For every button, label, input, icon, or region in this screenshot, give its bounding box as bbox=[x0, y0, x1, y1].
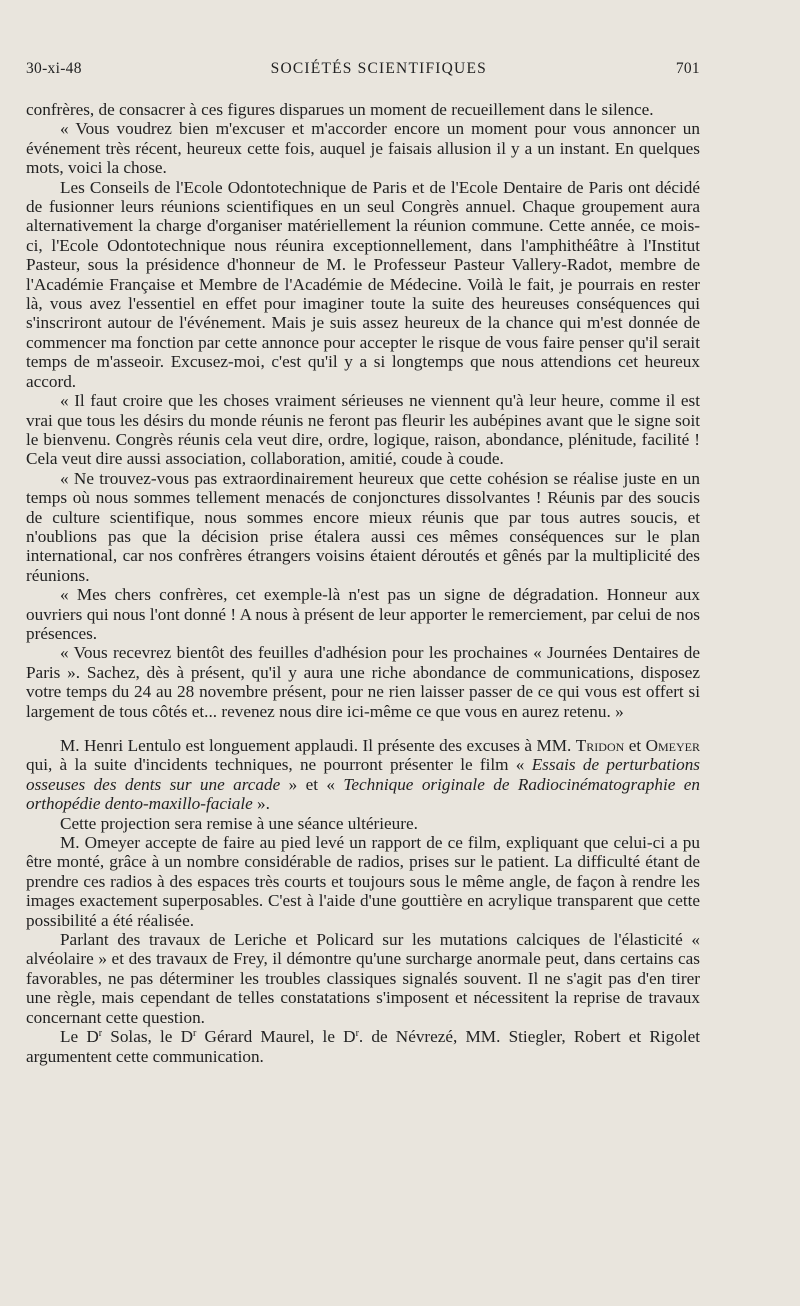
paragraph-congress-merger: Les Conseils de l'Ecole Odontotechnique de Paris et de l'Ecole Dentaire de Paris ont décidé de fusionner leurs réunions scientifiques en un seul Congrès annuel. Chaque groupement aura alternativement la charge d'organiser matériellement la réunion commune. Cette année, ce mois-ci, l'Ecole Odontotechnique nous réunira exceptionnellement, dans l'amphithéâtre à l'Institut Pasteur, sous la présidence d'honneur de M. le Professeur Pasteur Vallery-Radot, membre de l'Académie Française et Membre de l'Académie de Médecine. Voilà le fait, je pourrais en rester là, vous avez l'essentiel en effet pour imaginer toute la suite des heureuses conséquences qui s'inscriront autour de l'événement. Mais je suis assez heureux de la chance qui m'est donnée de commencer ma fonction par cette annonce pour accepter le risque de vous faire penser qu'il serait temps de m'asseoir. Excusez-moi, c'est qu'il y a si longtemps que nous attendions cet heureux accord. bbox=[26, 177, 700, 391]
paragraph-omeyer-report: M. Omeyer accepte de faire au pied levé un rapport de ce film, expliquant que celui-ci a pu être monté, grâce à un nombre considérable de radios, prises sur le patient. La difficulté étant de prendre ces radios à des espaces très courts et toujours sous le même angle, de façon à rendre les images exactement superposables. C'est à l'aide d'une gouttière en acrylique transparent que cette possibilité a été réalisée. bbox=[26, 833, 700, 930]
film-title-2: Technique originale de Radiocinématographie en orthopédie dento-maxillo-faciale bbox=[26, 774, 700, 814]
paragraph-continuation: confrères, de consacrer à ces figures disparues un moment de recueillement dans le silence. bbox=[26, 100, 654, 119]
paragraph-journees-dentaires: « Vous recevrez bientôt des feuilles d'adhésion pour les prochaines « Journées Dentaires de Paris ». Sachez, dès à présent, qu'il y aura une riche abondance de communications, disposez votre temps du 24 au 28 novembre présent, pour ne rien laisser passer de ce qui vous est offert si largement de tous côtés et... revenez nous dire ici-même ce que vous en aurez retenu. » bbox=[26, 643, 700, 721]
name-tridon: Tridon bbox=[575, 736, 625, 755]
header-date: 30-xi-48 bbox=[26, 60, 82, 77]
paragraph-cohesion: « Ne trouvez-vous pas extraordinairement heureux que cette cohésion se réalise juste en un temps où nous sommes tellement menacés de conjonctures dissolvantes ! Réunis par des soucis de culture scientifique, nous sommes encore mieux réunis que par tous autres soucis, et n'oublions pas que la décision prise étalera aussi ces mêmes conséquences sur le plan international, car nos confrères étrangers voisins étaient déroutés et gênés par la multiplicité des réunions. bbox=[26, 468, 700, 585]
body-text bbox=[26, 100, 700, 1066]
paragraph-projection-postponed: Cette projection sera remise à une séance ultérieure. bbox=[60, 813, 418, 833]
name-omeyer: Omeyer bbox=[645, 736, 700, 755]
paragraph-serious-things: « Il faut croire que les choses vraiment sérieuses ne viennent qu'à leur heure, comme il est vrai que tous les désirs du monde réunis ne feront pas fleurir les aubépines avant que le signe soit le bienvenu. Congrès réunis cela veut dire, ordre, logique, raison, abondance, plénitude, facilité ! Cela veut dire aussi association, collaboration, amitié, coude à coude. bbox=[26, 391, 700, 469]
paragraph-thanks: « Mes chers confrères, cet exemple-là n'est pas un signe de dégradation. Honneur aux ouvriers qui nous l'ont donné ! A nous à présent de leur apporter le remerciement, par celui de nos présences. bbox=[26, 585, 700, 643]
page-number: 701 bbox=[675, 60, 700, 77]
paragraph-lentulo-applause: M. Henri Lentulo est longuement applaudi. Il présente des excuses à MM. Tridon et Omeyer qui, à la suite d'incidents techniques, ne pourront présenter le film « Essais de perturbations osseuses des dents sur une arcade » et « Technique originale de Radiocinématographie en orthopédie dento-maxillo-faciale ». bbox=[26, 736, 700, 814]
paragraph-discussants: Le $D^r$ Solas, le $D^r$ Gérard Maurel, le $D^r$. de Névrezé, MM. Stiegler, Robert et Rigolet argumentent cette communication. bbox=[26, 1027, 700, 1066]
film-title-1: Essais de perturbations osseuses des dents sur une arcade bbox=[26, 755, 700, 794]
paragraph-leriche-policard: Parlant des travaux de Leriche et Policard sur les mutations calciques de l'élasticité « alvéolaire » et des travaux de Frey, il démontre qu'une surcharge anormale peut, dans certains cas favorables, ne pas déterminer les troubles classiques signalés souvent. Il ne s'agit pas d'en tirer une règle, mais cependant de telles constatations s'imposent et nécessitent la reprise de travaux concernant cette question. bbox=[26, 930, 700, 1027]
header-title: SOCIÉTÉS SCIENTIFIQUES bbox=[270, 60, 487, 77]
paragraph-announcement-intro: « Vous voudrez bien m'excuser et m'accorder encore un moment pour vous annoncer un événement très récent, heureux cette fois, auquel je faisais allusion il y a un instant. En quelques mots, voici la chose. bbox=[26, 119, 700, 178]
running-header bbox=[26, 60, 700, 78]
